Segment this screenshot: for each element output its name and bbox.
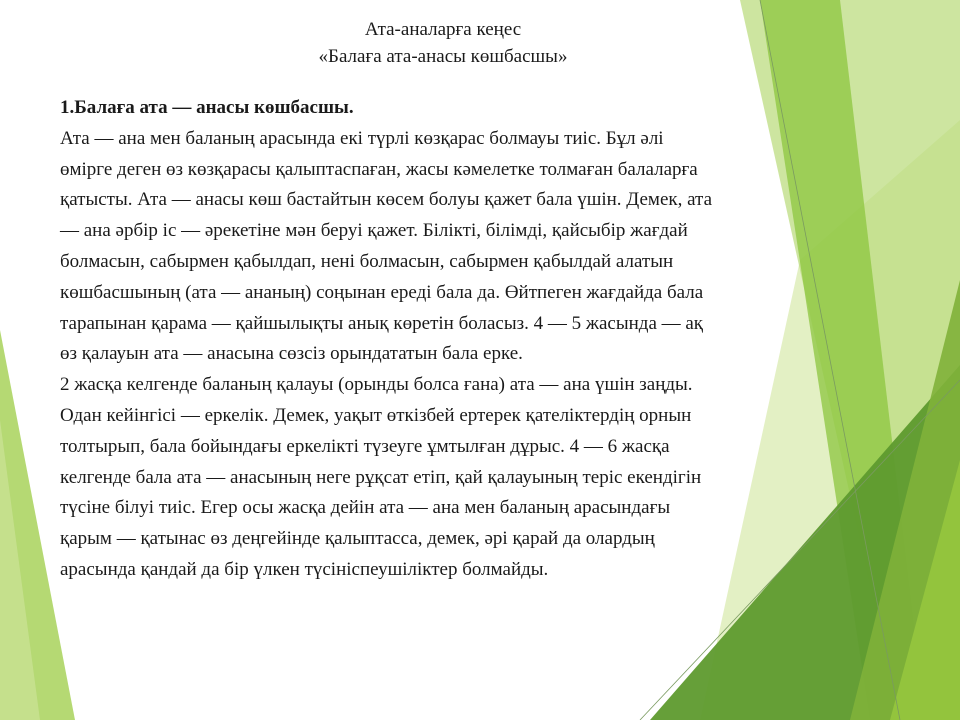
- slide-body: [60, 93, 880, 586]
- section-heading: 1.Балаға ата — анасы көшбасшы.: [60, 97, 354, 118]
- slide-title: [60, 16, 826, 70]
- slide-title-line-2: «Балаға ата-анасы көшбасшы»: [318, 46, 568, 67]
- paragraph-1: Ата — ана мен баланың арасында екі түрлі көзқарас болмауы тиіс. Бұл әлі өмірге деген өз көзқарасы қалыптаспаған, жасы кәмелетке толмаған балаларға қатысты. Ата — анасы көш бастайтын көсем болуы қажет бала үшін. Демек, ата — ана әрбір іс — әрекетіне мән беруі қажет. Білікті, білімді, қайсыбір жағдай болмасын, сабырмен қабылдап, нені болмасын, сабырмен қабылдай алатын көшбасшының (ата — ананың) соңынан ереді бала да. Өйтпеген жағдайда бала тарапынан қарама — қайшылықты анық көретін боласыз. 4 — 5 жасында — ақ өз қалауын ата — анасына сөзсіз орындататын бала ерке.: [60, 127, 713, 365]
- paragraph-2: 2 жасқа келгенде баланың қалауы (орынды болса ғана) ата — ана үшін заңды. Одан кейінгісі — еркелік. Демек, уақыт өткізбей ертерек қателіктердің орнын толтырып, бала бойындағы еркелікті түзеуге ұмтылған дұрыс. 4 — 6 жасқа келгенде бала ата — анасының неге рұқсат етіп, қай қалауының теріс екендігін түсіне білуі тиіс. Егер осы жасқа дейін ата — ана мен баланың арасындағы қарым — қатынас өз деңгейінде қалыптасса, демек, әрі қарай да олардың арасында қандай да бір үлкен түсініспеушіліктер болмайды.: [60, 374, 702, 580]
- slide-title-line-1: Ата-аналарға кеңес: [364, 19, 522, 40]
